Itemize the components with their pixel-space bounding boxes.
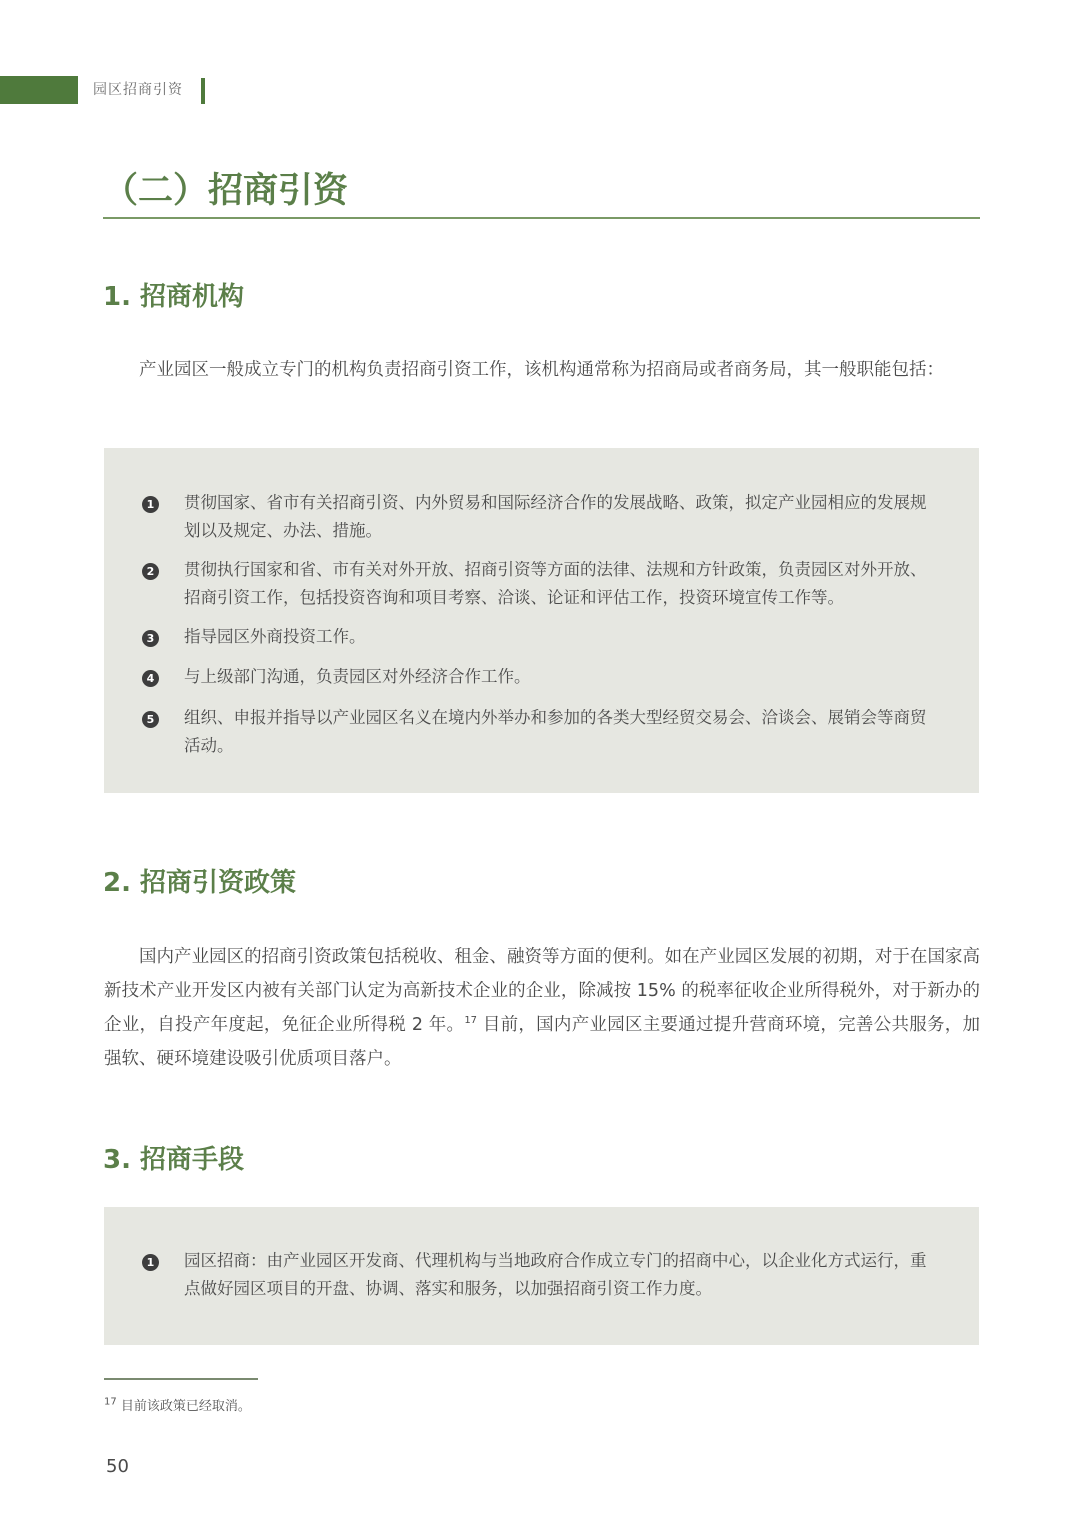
footnote [104,1398,251,1416]
list-number-badge: 2 [142,563,159,580]
running-title: 园区招商引资 [93,82,183,98]
footnote-reference: 17 [464,1015,478,1027]
policy-text-part-1: 国内产业园区的招商引资政策包括税收、租金、融资等方面的便利。如在产业园区发展的初期，对于在国家高新技术产业开发区内被有关部门认定为高新技术企业的企业，除减按 15% 的税率征收企业所得税外，对于新办的企业，自投产年度起，免征企业所得税 2 年。 [104,947,980,1035]
list-item [142,663,942,691]
header-accent-bar [0,76,78,104]
section-title-rule [103,217,980,219]
institution-duties-box [104,448,979,793]
subsection-heading-methods: 3. 招商手段 [103,1145,245,1175]
footnote-separator [104,1378,258,1380]
institution-intro-paragraph: 产业园区一般成立专门的机构负责招商引资工作，该机构通常称为招商局或者商务局，其一般职能包括： [139,360,944,380]
footnote-mark: 17 [104,1396,117,1408]
policy-text-part-2: 目前，国内产业园区主要通过提升营商环境，完善公共服务，加强软、硬环境建设吸引优质项目落户。 [104,1015,981,1069]
list-item-text: 与上级部门沟通，负责园区对外经济合作工作。 [184,667,531,686]
list-item [142,489,942,545]
list-number-badge: 1 [142,496,159,513]
list-item-text: 园区招商：由产业园区开发商、代理机构与当地政府合作成立专门的招商中心，以企业化方式运行，重点做好园区项目的开盘、协调、落实和服务，以加强招商引资工作力度。 [184,1251,927,1298]
subsection-heading-institution: 1. 招商机构 [103,282,245,312]
list-item-text: 贯彻国家、省市有关招商引资、内外贸易和国际经济合作的发展战略、政策，拟定产业园相应的发展规划以及规定、办法、措施。 [184,493,927,540]
list-number-badge: 5 [142,711,159,728]
list-item [142,556,942,612]
section-title: （二）招商引资 [103,171,349,211]
list-item [142,1247,942,1303]
list-number-badge: 4 [142,670,159,687]
methods-box [104,1207,979,1345]
header-divider [201,78,205,104]
page-number: 50 [106,1456,129,1477]
list-number-badge: 1 [142,1254,159,1271]
list-item-text: 指导园区外商投资工作。 [184,627,366,646]
list-number-badge: 3 [142,630,159,647]
policy-paragraph [104,940,980,1076]
list-item-text: 组织、申报并指导以产业园区名义在境内外举办和参加的各类大型经贸交易会、洽谈会、展销会等商贸活动。 [184,708,927,755]
subsection-heading-policy: 2. 招商引资政策 [103,868,297,898]
list-item [142,623,942,651]
list-item [142,704,942,760]
list-item-text: 贯彻执行国家和省、市有关对外开放、招商引资等方面的法律、法规和方针政策，负责园区对外开放、招商引资工作，包括投资咨询和项目考察、洽谈、论证和评估工作，投资环境宣传工作等。 [184,560,927,607]
footnote-text: 目前该政策已经取消。 [120,1399,251,1414]
